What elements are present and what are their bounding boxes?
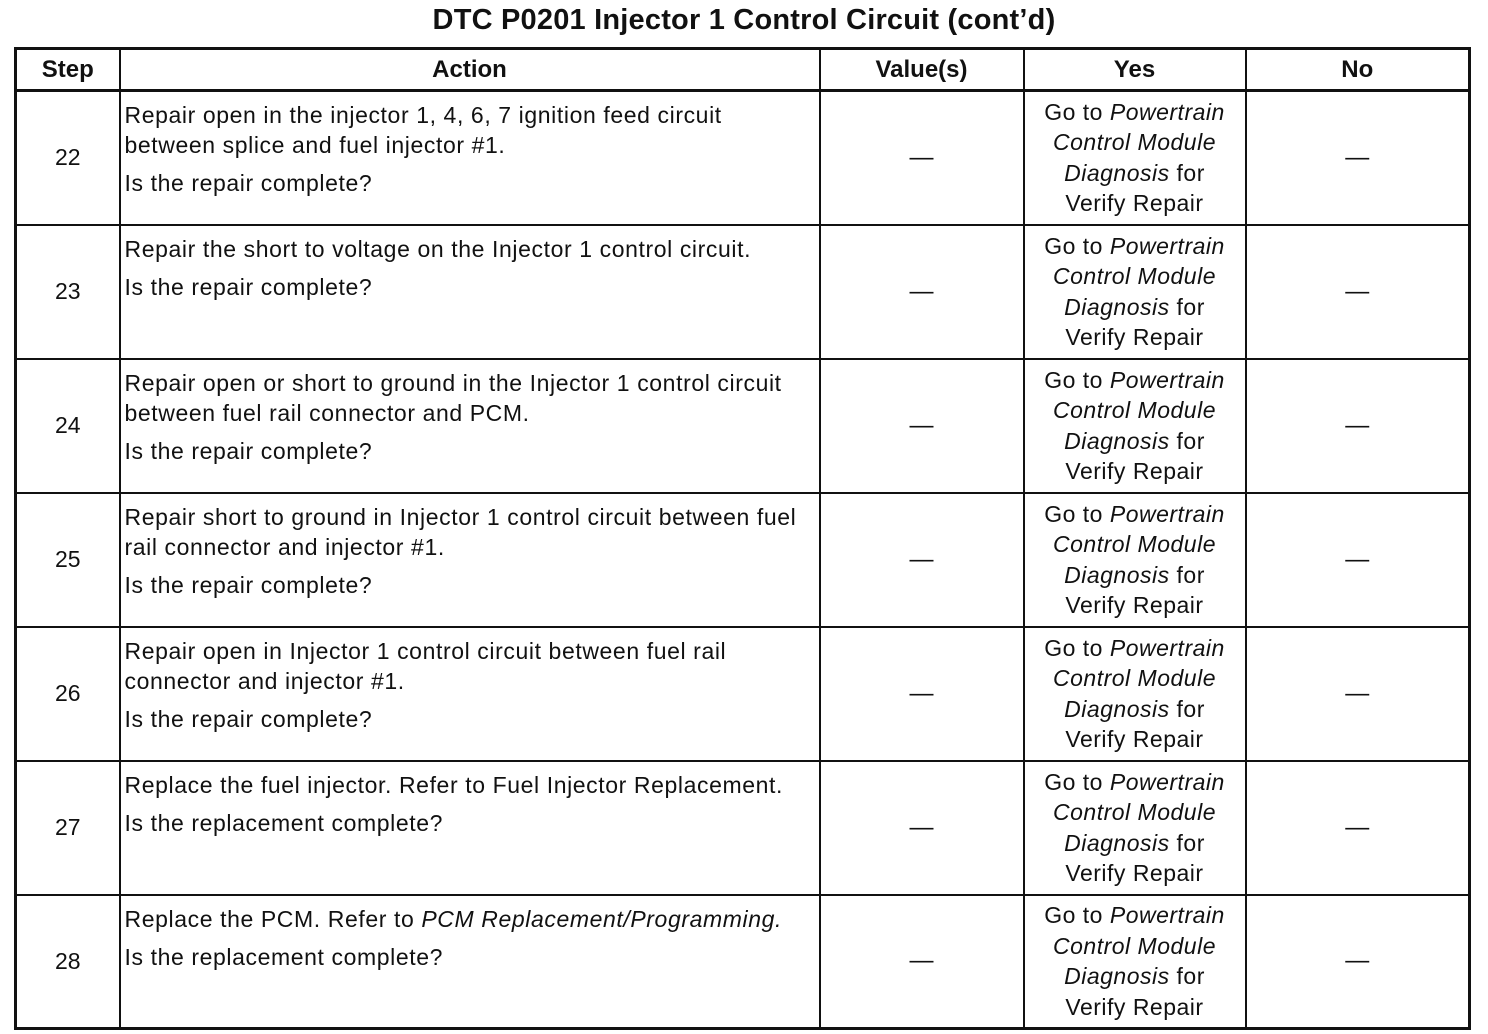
yes-cell <box>1024 493 1246 627</box>
no-cell: — <box>1246 761 1470 895</box>
diagnostic-table <box>14 47 1471 1030</box>
yes-link-diagnosis: Diagnosis <box>1064 293 1170 320</box>
step-number: 28 <box>16 895 120 1029</box>
yes-link-powertrain: Powertrain <box>1109 232 1225 259</box>
no-cell: — <box>1246 895 1470 1029</box>
yes-goto: Go to <box>1044 634 1103 661</box>
column-header-action: Action <box>120 49 820 91</box>
action-text: Repair short to ground in Injector 1 control circuit between fuel rail connector and injector #1. <box>124 503 797 560</box>
yes-goto: Go to <box>1044 366 1103 393</box>
table-header-row <box>16 49 1470 91</box>
action-cell <box>120 761 820 895</box>
action-text: Repair open in the injector 1, 4, 6, 7 ignition feed circuit between splice and fuel injector #1. <box>124 102 722 158</box>
yes-link-powertrain: Powertrain <box>1109 768 1225 795</box>
yes-goto: Go to <box>1044 902 1103 929</box>
action-text <box>125 904 809 934</box>
step-number: 24 <box>16 359 120 493</box>
yes-goto: Go to <box>1044 98 1103 125</box>
yes-verify-repair: Verify Repair <box>1065 190 1204 217</box>
yes-link-control-module: Control Module <box>1053 932 1216 959</box>
step-number: 23 <box>16 225 120 359</box>
yes-for: for <box>1176 427 1205 454</box>
yes-link-diagnosis: Diagnosis <box>1064 561 1170 588</box>
yes-for: for <box>1176 293 1205 320</box>
value-cell: — <box>820 895 1024 1029</box>
action-cell <box>120 493 820 627</box>
yes-verify-repair: Verify Repair <box>1065 860 1204 886</box>
yes-for: for <box>1176 561 1205 588</box>
yes-for: for <box>1176 963 1205 990</box>
yes-cell <box>1024 895 1246 1029</box>
table-row <box>16 895 1470 1029</box>
column-header-values: Value(s) <box>820 49 1024 91</box>
yes-goto: Go to <box>1044 500 1103 527</box>
yes-link-control-module: Control Module <box>1053 263 1216 289</box>
yes-verify-repair: Verify Repair <box>1065 324 1204 350</box>
yes-link-powertrain: Powertrain <box>1109 902 1225 929</box>
table-row <box>16 627 1470 761</box>
table-row <box>16 225 1470 359</box>
column-header-step: Step <box>16 49 120 91</box>
value-cell: — <box>820 225 1024 359</box>
yes-link-diagnosis: Diagnosis <box>1064 695 1170 722</box>
action-cell <box>120 627 820 761</box>
yes-for: for <box>1176 159 1205 186</box>
yes-cell <box>1024 761 1246 895</box>
action-question: Is the repair complete? <box>124 273 373 300</box>
yes-verify-repair: Verify Repair <box>1065 993 1204 1020</box>
no-cell: — <box>1246 225 1470 359</box>
yes-link-powertrain: Powertrain <box>1109 634 1225 661</box>
value-cell: — <box>820 627 1024 761</box>
column-header-yes: Yes <box>1024 49 1246 91</box>
column-header-no: No <box>1246 49 1470 91</box>
action-text: Replace the fuel injector. Refer to Fuel Injector Replacement. <box>124 771 784 798</box>
yes-link-diagnosis: Diagnosis <box>1064 829 1170 856</box>
yes-link-powertrain: Powertrain <box>1109 98 1225 125</box>
table-row <box>16 493 1470 627</box>
step-number: 22 <box>16 91 120 225</box>
yes-verify-repair: Verify Repair <box>1065 592 1204 618</box>
yes-link-diagnosis: Diagnosis <box>1064 159 1170 186</box>
step-number: 27 <box>16 761 120 895</box>
value-cell: — <box>820 761 1024 895</box>
no-cell: — <box>1246 359 1470 493</box>
yes-link-diagnosis: Diagnosis <box>1064 427 1170 454</box>
action-question: Is the replacement complete? <box>124 943 444 970</box>
action-text: Repair open in Injector 1 control circuit between fuel rail connector and injector #1. <box>124 637 727 694</box>
action-cell <box>120 225 820 359</box>
yes-link-control-module: Control Module <box>1053 665 1216 691</box>
yes-verify-repair: Verify Repair <box>1065 726 1204 752</box>
action-reference-pcm-replacement: PCM Replacement/Programming. <box>421 905 782 932</box>
action-question: Is the repair complete? <box>124 571 373 598</box>
yes-link-powertrain: Powertrain <box>1109 366 1225 393</box>
action-cell <box>120 91 820 225</box>
action-cell <box>120 895 820 1029</box>
step-number: 26 <box>16 627 120 761</box>
action-question: Is the repair complete? <box>124 705 373 732</box>
yes-cell <box>1024 359 1246 493</box>
yes-goto: Go to <box>1044 768 1103 795</box>
yes-link-control-module: Control Module <box>1053 397 1216 423</box>
table-row <box>16 761 1470 895</box>
action-text-plain: Replace the PCM. Refer to <box>124 905 415 932</box>
yes-cell <box>1024 225 1246 359</box>
value-cell: — <box>820 493 1024 627</box>
yes-for: for <box>1176 695 1205 722</box>
yes-link-diagnosis: Diagnosis <box>1064 963 1170 990</box>
yes-link-powertrain: Powertrain <box>1109 500 1225 527</box>
table-row <box>16 91 1470 225</box>
action-question: Is the repair complete? <box>124 437 373 464</box>
yes-verify-repair: Verify Repair <box>1065 458 1204 484</box>
value-cell: — <box>820 91 1024 225</box>
no-cell: — <box>1246 627 1470 761</box>
yes-link-control-module: Control Module <box>1053 799 1216 825</box>
yes-goto: Go to <box>1044 232 1103 259</box>
page-title: DTC P0201 Injector 1 Control Circuit (cont’d) <box>432 4 1056 36</box>
action-text: Repair open or short to ground in the Injector 1 control circuit between fuel rail connector and PCM. <box>124 369 782 426</box>
yes-for: for <box>1176 829 1205 856</box>
yes-link-control-module: Control Module <box>1053 531 1216 557</box>
table-row <box>16 359 1470 493</box>
no-cell: — <box>1246 493 1470 627</box>
step-number: 25 <box>16 493 120 627</box>
action-question: Is the repair complete? <box>124 170 373 196</box>
action-question: Is the replacement complete? <box>124 809 444 836</box>
yes-cell <box>1024 627 1246 761</box>
no-cell: — <box>1246 91 1470 225</box>
value-cell: — <box>820 359 1024 493</box>
action-text: Repair the short to voltage on the Injector 1 control circuit. <box>124 235 752 262</box>
action-cell <box>120 359 820 493</box>
yes-cell <box>1024 91 1246 225</box>
yes-link-control-module: Control Module <box>1053 129 1216 156</box>
